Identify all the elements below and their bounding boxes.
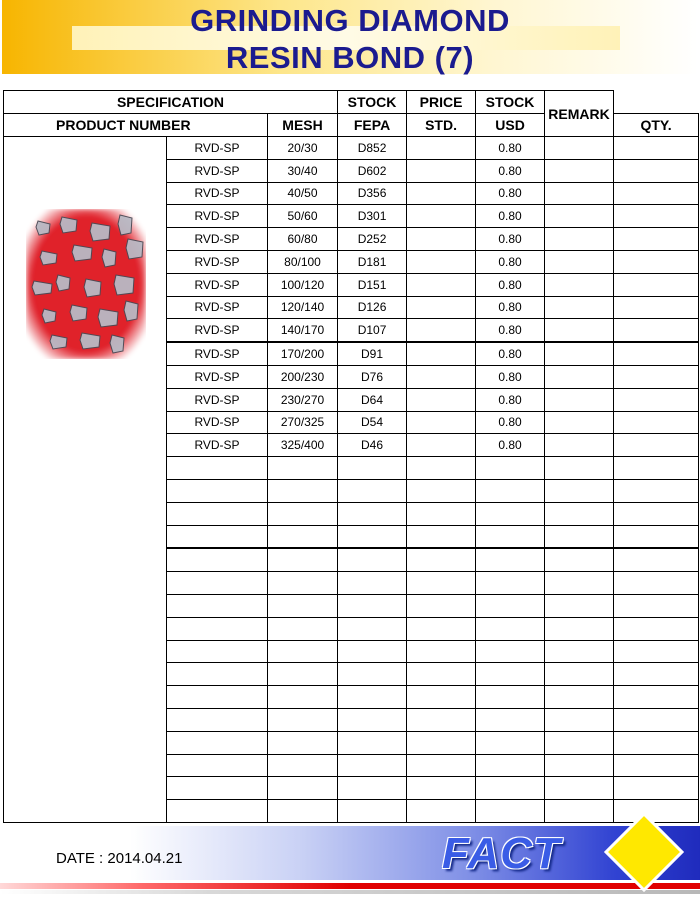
mesh-cell: 270/325 [268,411,338,434]
price-cell: 0.80 [476,411,545,434]
price-cell [476,663,545,686]
mesh-cell [268,708,338,731]
price-cell: 0.80 [476,296,545,319]
fepa-cell [338,708,407,731]
stock-std-cell [407,273,476,296]
product-number-cell [167,572,268,595]
table-row [4,137,699,160]
stock-qty-cell [545,411,614,434]
fepa-cell [338,640,407,663]
stock-qty-cell [545,640,614,663]
fepa-cell [338,548,407,571]
fepa-cell [338,572,407,595]
stock-qty-cell [545,365,614,388]
remark-cell [614,640,699,663]
product-number-cell: RVD-SP [167,388,268,411]
stock-qty-cell [545,137,614,160]
fepa-cell: D151 [338,273,407,296]
mesh-cell [268,663,338,686]
stock-std-cell [407,319,476,342]
stock-std-cell [407,205,476,228]
fepa-cell [338,663,407,686]
remark-cell [614,273,699,296]
page-title-line-2: RESIN BOND (7) [225,40,475,75]
product-number-cell: RVD-SP [167,137,268,160]
price-cell [476,640,545,663]
remark-cell [614,228,699,251]
mesh-cell [268,572,338,595]
remark-cell [614,777,699,800]
mesh-cell: 200/230 [268,365,338,388]
product-number-cell [167,800,268,823]
fepa-cell: D107 [338,319,407,342]
remark-cell [614,617,699,640]
stock-std-cell [407,182,476,205]
mesh-cell [268,754,338,777]
product-number-cell: RVD-SP [167,296,268,319]
stock-qty-cell [545,205,614,228]
mesh-cell: 100/120 [268,273,338,296]
header-stock-std-line2: STD. [407,114,476,137]
mesh-cell [268,457,338,480]
stock-qty-cell [545,434,614,457]
product-number-cell [167,686,268,709]
mesh-cell [268,617,338,640]
price-cell: 0.80 [476,205,545,228]
fepa-cell [338,686,407,709]
fepa-cell [338,777,407,800]
stock-std-cell [407,548,476,571]
fepa-cell: D852 [338,137,407,160]
stock-std-cell [407,708,476,731]
remark-cell [614,434,699,457]
footer-red-line [0,883,700,889]
remark-cell [614,182,699,205]
mesh-cell: 230/270 [268,388,338,411]
stock-qty-cell [545,754,614,777]
fepa-cell: D181 [338,250,407,273]
mesh-cell [268,502,338,525]
remark-cell [614,342,699,365]
mesh-cell: 30/40 [268,159,338,182]
fepa-cell [338,502,407,525]
remark-cell [614,457,699,480]
mesh-cell: 40/50 [268,182,338,205]
stock-std-cell [407,754,476,777]
product-number-cell [167,640,268,663]
stock-std-cell [407,457,476,480]
fepa-cell [338,594,407,617]
price-cell: 0.80 [476,342,545,365]
price-cell [476,594,545,617]
header-stock-std-line1: STOCK [338,91,407,114]
remark-cell [614,686,699,709]
fepa-cell: D91 [338,342,407,365]
price-cell: 0.80 [476,365,545,388]
stock-std-cell [407,617,476,640]
header-stock-qty-line2: QTY. [614,114,699,137]
remark-cell [614,137,699,160]
remark-cell [614,594,699,617]
stock-qty-cell [545,525,614,548]
diamond-grit-photo-icon [26,209,146,359]
stock-qty-cell [545,388,614,411]
price-cell [476,777,545,800]
fepa-cell [338,731,407,754]
stock-std-cell [407,686,476,709]
remark-cell [614,731,699,754]
price-cell: 0.80 [476,228,545,251]
product-table-body [4,137,699,823]
header-remark: REMARK [545,91,614,137]
stock-qty-cell [545,296,614,319]
stock-std-cell [407,777,476,800]
remark-cell [614,754,699,777]
price-cell [476,457,545,480]
price-cell [476,617,545,640]
remark-cell [614,525,699,548]
stock-qty-cell [545,319,614,342]
stock-qty-cell [545,228,614,251]
stock-qty-cell [545,342,614,365]
stock-std-cell [407,663,476,686]
mesh-cell: 50/60 [268,205,338,228]
remark-cell [614,411,699,434]
product-number-cell [167,754,268,777]
stock-std-cell [407,525,476,548]
product-number-cell: RVD-SP [167,342,268,365]
mesh-cell [268,640,338,663]
mesh-cell [268,594,338,617]
remark-cell [614,708,699,731]
product-photo-cell [4,137,167,823]
header-price-line2: USD [476,114,545,137]
stock-qty-cell [545,731,614,754]
mesh-cell [268,731,338,754]
mesh-cell: 20/30 [268,137,338,160]
stock-qty-cell [545,663,614,686]
header-specification: SPECIFICATION [4,91,338,114]
product-number-cell: RVD-SP [167,182,268,205]
title-banner [2,0,698,74]
product-number-cell [167,777,268,800]
remark-cell [614,663,699,686]
stock-qty-cell [545,479,614,502]
product-number-cell [167,548,268,571]
header-fepa: FEPA [338,114,407,137]
fepa-cell [338,617,407,640]
fepa-cell: D126 [338,296,407,319]
stock-std-cell [407,502,476,525]
stock-qty-cell [545,273,614,296]
stock-std-cell [407,572,476,595]
fepa-cell [338,457,407,480]
fepa-cell [338,479,407,502]
fepa-cell: D64 [338,388,407,411]
mesh-cell [268,479,338,502]
mesh-cell: 120/140 [268,296,338,319]
price-cell [476,479,545,502]
product-number-cell: RVD-SP [167,159,268,182]
remark-cell [614,250,699,273]
remark-cell [614,296,699,319]
stock-qty-cell [545,594,614,617]
product-number-cell: RVD-SP [167,365,268,388]
price-cell: 0.80 [476,159,545,182]
price-cell [476,708,545,731]
remark-cell [614,159,699,182]
product-number-cell: RVD-SP [167,205,268,228]
stock-std-cell [407,365,476,388]
price-cell [476,731,545,754]
stock-std-cell [407,388,476,411]
fepa-cell: D54 [338,411,407,434]
product-number-cell [167,479,268,502]
fepa-cell: D252 [338,228,407,251]
product-number-cell [167,663,268,686]
mesh-cell: 170/200 [268,342,338,365]
product-number-cell: RVD-SP [167,228,268,251]
price-cell: 0.80 [476,137,545,160]
price-cell [476,572,545,595]
page-title-line-1: GRINDING DIAMOND [190,3,510,38]
product-number-cell [167,594,268,617]
remark-cell [614,479,699,502]
price-cell: 0.80 [476,319,545,342]
stock-std-cell [407,640,476,663]
fepa-cell: D46 [338,434,407,457]
product-number-cell: RVD-SP [167,434,268,457]
mesh-cell [268,548,338,571]
stock-qty-cell [545,182,614,205]
stock-std-cell [407,137,476,160]
fepa-cell [338,754,407,777]
mesh-cell: 140/170 [268,319,338,342]
fepa-cell: D356 [338,182,407,205]
product-number-cell [167,708,268,731]
product-number-cell [167,457,268,480]
stock-qty-cell [545,617,614,640]
remark-cell [614,548,699,571]
remark-cell [614,502,699,525]
price-cell [476,800,545,823]
date-label: DATE : 2014.04.21 [56,850,183,867]
stock-std-cell [407,731,476,754]
stock-qty-cell [545,250,614,273]
product-table [3,90,699,823]
stock-qty-cell [545,686,614,709]
stock-std-cell [407,411,476,434]
price-cell [476,686,545,709]
stock-qty-cell [545,159,614,182]
price-cell: 0.80 [476,182,545,205]
mesh-cell: 325/400 [268,434,338,457]
footer-gray-line [0,890,700,894]
product-number-cell [167,525,268,548]
price-cell [476,548,545,571]
product-number-cell [167,617,268,640]
fepa-cell: D76 [338,365,407,388]
stock-qty-cell [545,708,614,731]
stock-qty-cell [545,572,614,595]
price-cell [476,525,545,548]
mesh-cell [268,800,338,823]
product-number-cell [167,502,268,525]
product-number-cell: RVD-SP [167,250,268,273]
stock-std-cell [407,159,476,182]
price-cell [476,502,545,525]
price-cell: 0.80 [476,388,545,411]
mesh-cell [268,777,338,800]
header-price-line1: PRICE [407,91,476,114]
footer [0,826,700,913]
remark-cell [614,319,699,342]
header-stock-qty-line1: STOCK [476,91,545,114]
header-product-number: PRODUCT NUMBER [4,114,268,137]
stock-qty-cell [545,457,614,480]
product-number-cell: RVD-SP [167,411,268,434]
fepa-cell [338,800,407,823]
mesh-cell: 80/100 [268,250,338,273]
price-cell [476,754,545,777]
stock-std-cell [407,296,476,319]
stock-std-cell [407,434,476,457]
fepa-cell [338,525,407,548]
remark-cell [614,572,699,595]
mesh-cell [268,525,338,548]
stock-qty-cell [545,777,614,800]
stock-std-cell [407,228,476,251]
stock-std-cell [407,594,476,617]
mesh-cell [268,686,338,709]
fact-logo-text: FACT [442,829,561,878]
product-number-cell: RVD-SP [167,273,268,296]
fepa-cell: D602 [338,159,407,182]
price-cell: 0.80 [476,250,545,273]
page-title [2,2,698,76]
diamond-logo-icon [604,812,684,892]
fepa-cell: D301 [338,205,407,228]
stock-std-cell [407,800,476,823]
stock-std-cell [407,342,476,365]
price-cell: 0.80 [476,273,545,296]
price-cell: 0.80 [476,434,545,457]
product-number-cell [167,731,268,754]
stock-std-cell [407,479,476,502]
remark-cell [614,365,699,388]
stock-std-cell [407,250,476,273]
remark-cell [614,205,699,228]
remark-cell [614,388,699,411]
stock-qty-cell [545,502,614,525]
mesh-cell: 60/80 [268,228,338,251]
header-mesh: MESH [268,114,338,137]
stock-qty-cell [545,548,614,571]
product-number-cell: RVD-SP [167,319,268,342]
